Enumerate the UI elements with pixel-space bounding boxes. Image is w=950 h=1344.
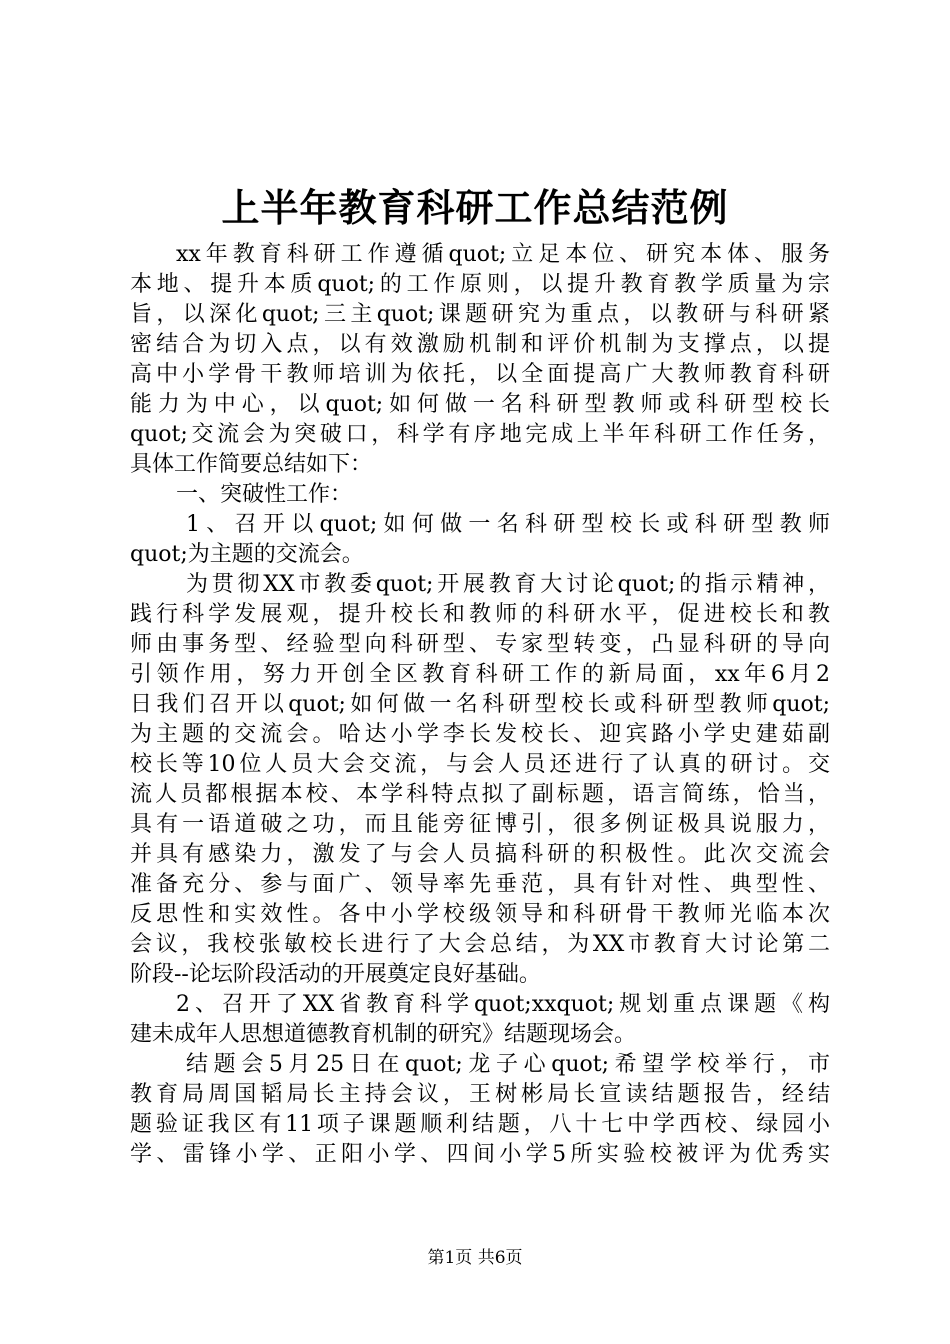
body-line: 密结合为切入点，以有效激励机制和评价机制为支撑点，以提 <box>130 332 830 357</box>
section-heading: 一、突破性工作： <box>176 482 353 507</box>
body-line: 教育局周国韬局长主持会议，王树彬局长宣读结题报告，经结 <box>130 1082 830 1107</box>
body-line: 师由事务型、经验型向科研型、专家型转变，凸显科研的导向 <box>130 632 830 657</box>
body-line: 校长等10位人员大会交流，与会人员还进行了认真的研讨。交 <box>130 752 830 777</box>
subsection-heading: quot;为主题的交流会。 <box>130 542 364 567</box>
body-line: 引领作用，努力开创全区教育科研工作的新局面，xx年6月2 <box>130 662 830 687</box>
body-line: 本地、提升本质quot;的工作原则，以提升教育教学质量为宗 <box>130 272 830 297</box>
subsection-heading: 建未成年人思想道德教育机制的研究》结题现场会。 <box>130 1022 637 1047</box>
body-line: 践行科学发展观，提升校长和教师的科研水平，促进校长和教 <box>130 602 830 627</box>
body-line: 高中小学骨干教师培训为依托，以全面提高广大教师教育科研 <box>130 362 830 387</box>
body-line: 具体工作简要总结如下： <box>130 452 373 477</box>
body-line: 具有一语道破之功，而且能旁征博引，很多例证极具说服力， <box>130 812 830 837</box>
document-body <box>130 240 830 1170</box>
document-title: 上半年教育科研工作总结范例 <box>221 185 729 230</box>
body-line: 学、雷锋小学、正阳小学、四间小学5所实验校被评为优秀实 <box>130 1142 830 1167</box>
body-line: 反思性和实效性。各中小学校级领导和科研骨干教师光临本次 <box>130 902 830 927</box>
subsection-heading: 1、召开以quot;如何做一名科研型校长或科研型教师 <box>186 512 830 537</box>
body-line: 能力为中心，以quot;如何做一名科研型教师或科研型校长 <box>130 392 830 417</box>
body-line: 并具有感染力，激发了与会人员搞科研的积极性。此次交流会 <box>130 842 830 867</box>
body-line: 阶段--论坛阶段活动的开展奠定良好基础。 <box>130 962 541 987</box>
body-line: 日我们召开以quot;如何做一名科研型校长或科研型教师quot; <box>130 692 830 717</box>
subsection-heading: 2、召开了XX省教育科学quot;xxquot;规划重点课题《构 <box>176 992 830 1017</box>
body-line: 题验证我区有11项子课题顺利结题，八十七中学西校、绿园小 <box>130 1112 830 1137</box>
body-line: 流人员都根据本校、本学科特点拟了副标题，语言简练，恰当， <box>130 782 830 807</box>
body-line: quot;交流会为突破口，科学有序地完成上半年科研工作任务， <box>130 422 830 447</box>
body-line: 为主题的交流会。哈达小学李长发校长、迎宾路小学史建茹副 <box>130 722 830 747</box>
body-line: 旨，以深化quot;三主quot;课题研究为重点，以教研与科研紧 <box>130 302 830 327</box>
body-line: xx年教育科研工作遵循quot;立足本位、研究本体、服务 <box>176 242 830 267</box>
page-footer: 第1页 共6页 <box>427 1248 523 1268</box>
body-line: 结题会5月25日在quot;龙子心quot;希望学校举行，市 <box>186 1052 830 1077</box>
body-line: 为贯彻XX市教委quot;开展教育大讨论quot;的指示精神， <box>186 572 830 597</box>
body-line: 准备充分、参与面广、领导率先垂范，具有针对性、典型性、 <box>130 872 830 897</box>
body-line: 会议，我校张敏校长进行了大会总结，为XX市教育大讨论第二 <box>130 932 830 957</box>
